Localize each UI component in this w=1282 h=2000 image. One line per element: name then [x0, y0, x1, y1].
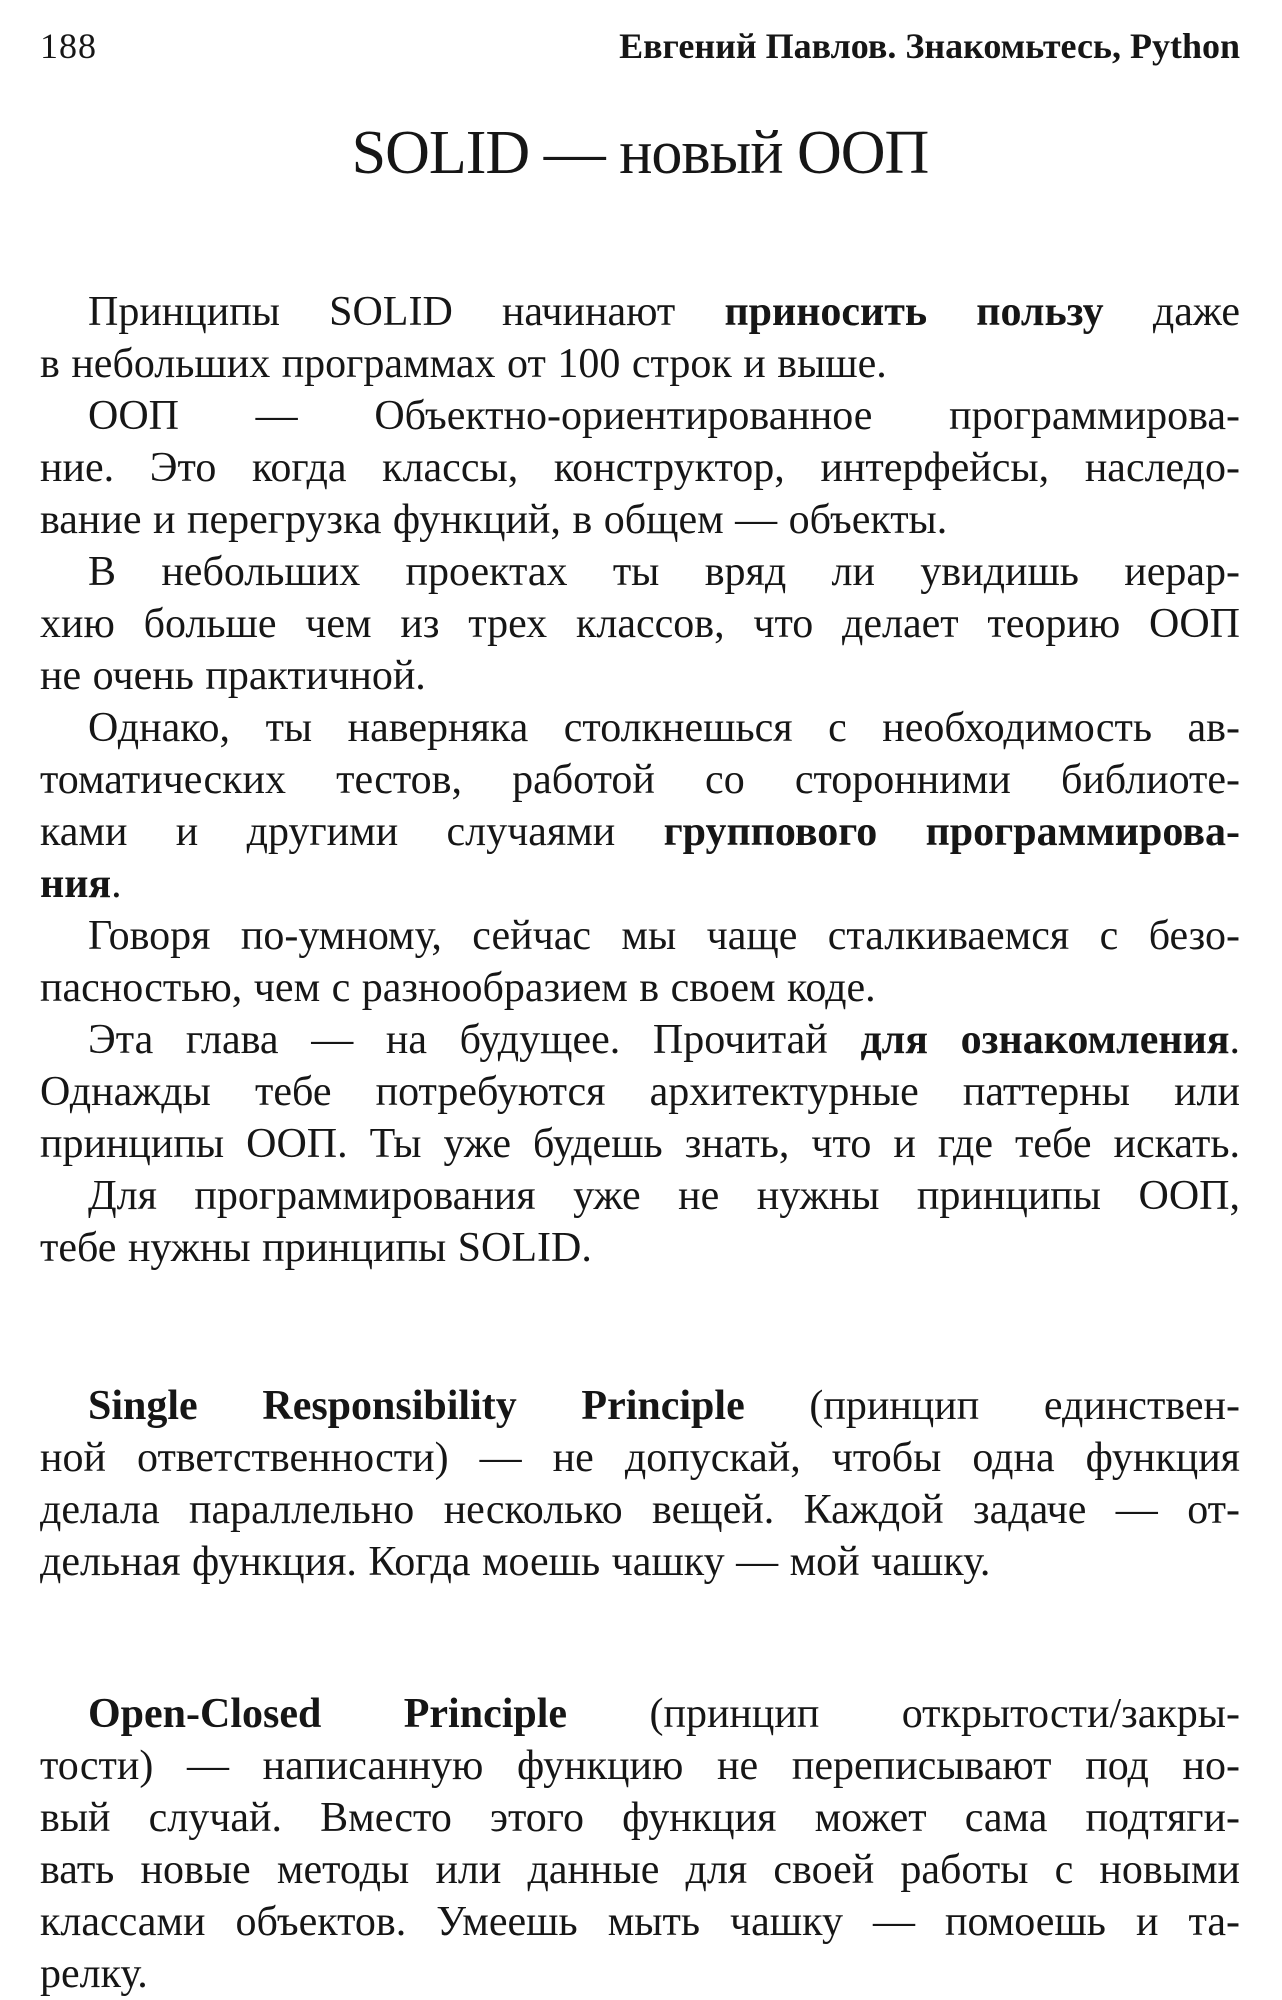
- text-line: [40, 1222, 1240, 1274]
- text-run: тебе нужны принципы SOLID.: [40, 1225, 592, 1271]
- text-line: [40, 1170, 1240, 1222]
- text-run: ной ответственности) — не допускай, чтобы одна функция: [40, 1435, 1240, 1481]
- text-run: даже: [1103, 289, 1240, 335]
- paragraph: [40, 1380, 1240, 1588]
- text-run: пасностью, чем с разнообразием в своем коде.: [40, 965, 876, 1011]
- text-run: Принципы SOLID начинают: [88, 289, 725, 335]
- text-line: [40, 1118, 1240, 1170]
- text-line: [40, 390, 1240, 442]
- text-run: ками и другими случаями: [40, 809, 664, 855]
- text-line: [40, 650, 1240, 702]
- text-line: [40, 1014, 1240, 1066]
- paragraph: [40, 286, 1240, 390]
- paragraph: [40, 1014, 1240, 1170]
- text-run: делала параллельно несколько вещей. Каждой задаче — от-: [40, 1487, 1240, 1533]
- bold-text-run: приносить пользу: [724, 289, 1104, 335]
- paragraph: [40, 546, 1240, 702]
- text-line: [40, 1066, 1240, 1118]
- text-run: .: [1229, 1017, 1240, 1063]
- text-run: Для программирования уже не нужны принципы ООП,: [88, 1173, 1240, 1219]
- text-line: [40, 286, 1240, 338]
- text-run: дельная функция. Когда моешь чашку — мой чашку.: [40, 1539, 991, 1585]
- text-body: [40, 286, 1240, 2000]
- running-head: [40, 26, 1240, 66]
- text-run: .: [111, 861, 122, 907]
- text-run: в небольших программах от 100 строк и выше.: [40, 341, 887, 387]
- text-line: [40, 546, 1240, 598]
- text-run: Однако, ты наверняка столкнешься с необходимость ав-: [88, 705, 1240, 751]
- text-line: [40, 858, 1240, 910]
- text-line: [40, 1484, 1240, 1536]
- page-number: 188: [40, 26, 97, 66]
- text-line: [40, 1844, 1240, 1896]
- text-run: Говоря по-умному, сейчас мы чаще сталкиваемся с безо-: [88, 913, 1240, 959]
- text-run: (принцип открытости/закры-: [567, 1691, 1240, 1737]
- bold-text-run: группового программирова-: [663, 809, 1240, 855]
- text-line: [40, 1432, 1240, 1484]
- text-line: [40, 702, 1240, 754]
- text-line: [40, 962, 1240, 1014]
- running-title: Евгений Павлов. Знакомьтесь, Python: [619, 26, 1240, 66]
- text-line: [40, 1948, 1240, 2000]
- text-line: [40, 1380, 1240, 1432]
- text-run: (принцип единствен-: [744, 1383, 1240, 1429]
- chapter-title: SOLID — новый ООП: [351, 119, 929, 187]
- paragraph: [40, 1688, 1240, 2000]
- text-run: хию больше чем из трех классов, что делает теорию ООП: [40, 601, 1240, 647]
- text-run: вать новые методы или данные для своей работы с новыми: [40, 1847, 1240, 1893]
- bold-text-run: Single Responsibility Principle: [88, 1383, 745, 1429]
- text-run: вание и перегрузка функций, в общем — объекты.: [40, 497, 948, 543]
- text-run: вый случай. Вместо этого функция может сама подтяги-: [40, 1795, 1240, 1841]
- text-run: ООП — Объектно-ориентированное программирова-: [88, 393, 1240, 439]
- text-line: [40, 1792, 1240, 1844]
- bold-text-run: Open-Closed Principle: [88, 1691, 568, 1737]
- text-run: Однажды тебе потребуются архитектурные паттерны или: [40, 1069, 1240, 1115]
- text-run: Эта глава — на будущее. Прочитай: [88, 1017, 861, 1063]
- bold-text-run: для ознакомления: [860, 1017, 1230, 1063]
- text-line: [40, 1688, 1240, 1740]
- text-run: релку.: [40, 1951, 148, 1997]
- text-run: ние. Это когда классы, конструктор, интерфейсы, наследо-: [40, 445, 1240, 491]
- paragraph: [40, 390, 1240, 546]
- text-line: [40, 754, 1240, 806]
- text-line: [40, 806, 1240, 858]
- text-line: [40, 598, 1240, 650]
- text-run: принципы ООП. Ты уже будешь знать, что и где тебе искать.: [40, 1121, 1240, 1167]
- text-run: В небольших проектах ты вряд ли увидишь иерар-: [88, 549, 1240, 595]
- text-run: не очень практичной.: [40, 653, 426, 699]
- text-line: [40, 910, 1240, 962]
- bold-text-run: ния: [40, 861, 112, 907]
- text-run: классами объектов. Умеешь мыть чашку — помоешь и та-: [40, 1899, 1240, 1945]
- text-line: [40, 1536, 1240, 1588]
- text-line: [40, 338, 1240, 390]
- text-line: [40, 1740, 1240, 1792]
- paragraph: [40, 702, 1240, 910]
- paragraph: [40, 1170, 1240, 1274]
- text-line: [40, 1896, 1240, 1948]
- paragraph: [40, 910, 1240, 1014]
- text-run: тости) — написанную функцию не переписывают под но-: [40, 1743, 1240, 1789]
- text-line: [40, 494, 1240, 546]
- text-line: [40, 442, 1240, 494]
- text-run: томатических тестов, работой со сторонними библиоте-: [40, 757, 1240, 803]
